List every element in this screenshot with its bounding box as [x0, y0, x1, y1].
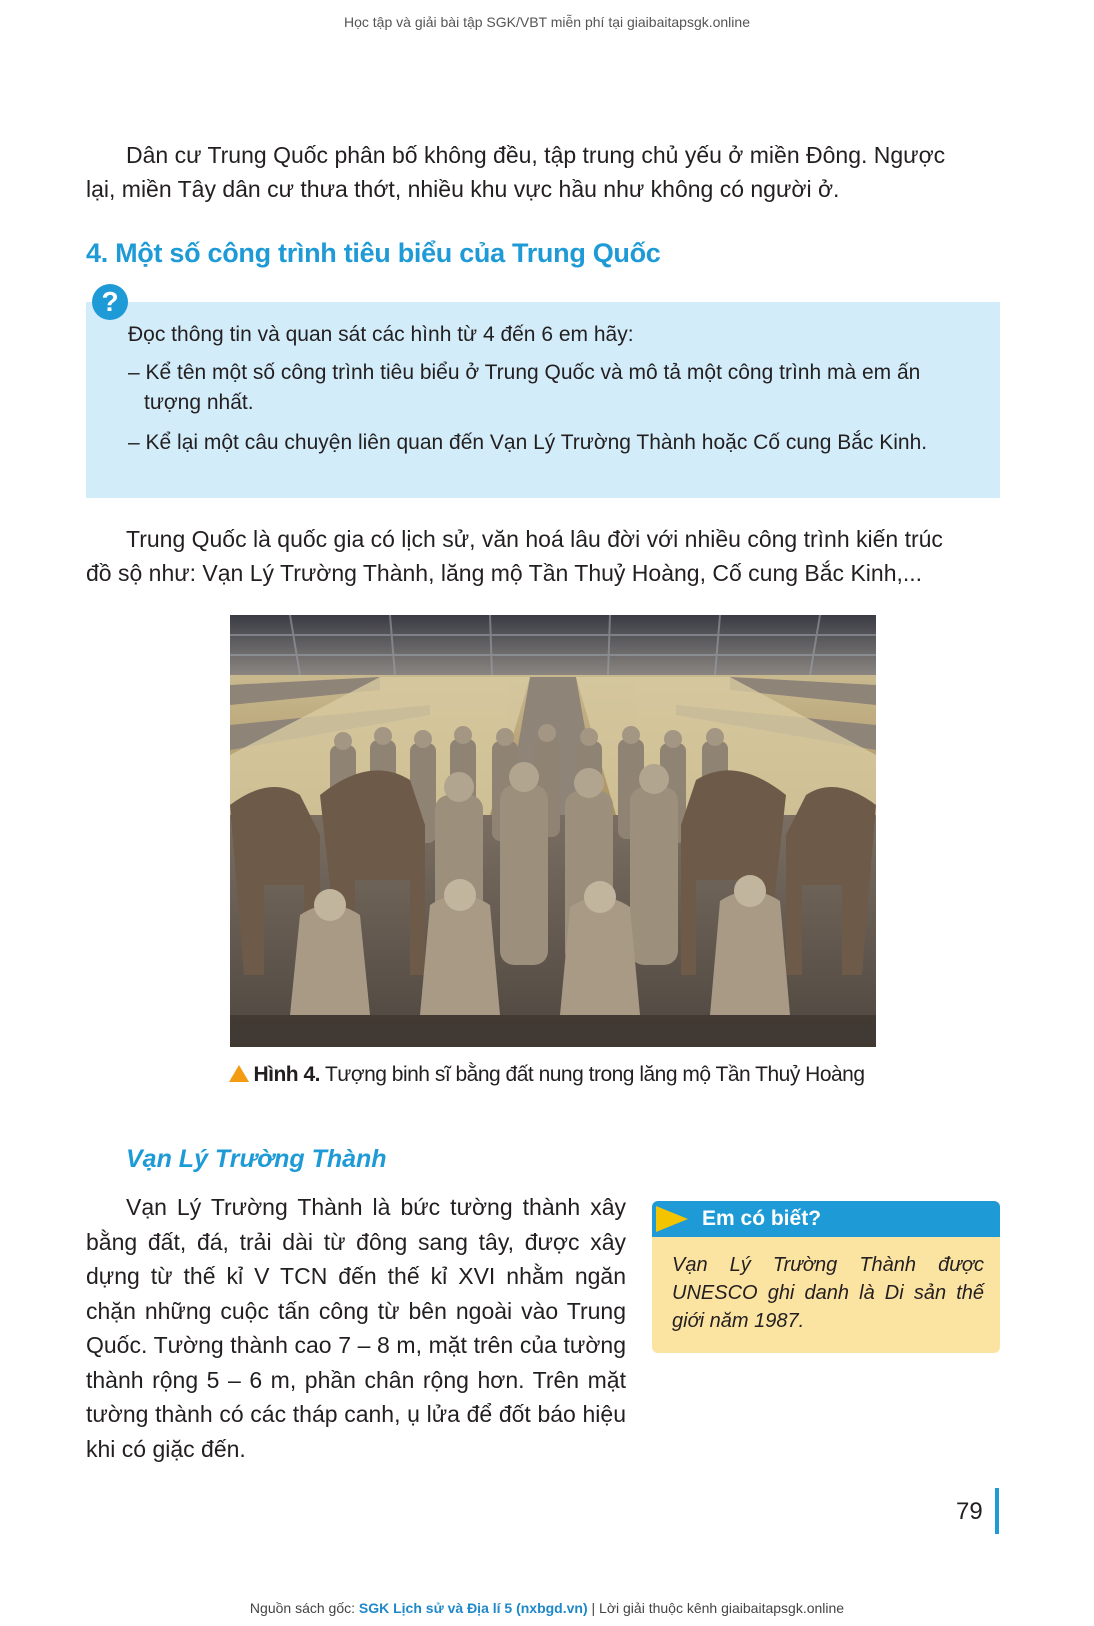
terracotta-army-illustration [230, 615, 876, 1047]
question-item-1: – Kể tên một số công trình tiêu biểu ở Trung Quốc và mô tả một công trình mà em ấn [128, 361, 921, 384]
great-wall-body: Vạn Lý Trường Thành là bức tường thành xây bằng đất, đá, trải dài từ đông sang tây, được xây dựng từ thế kỉ V TCN đến thế kỉ XVI nhằm ngăn chặn những cuộc tấn công từ bên ngoài vào Trung Quốc. Tường thành cao 7 – 8 m, mặt trên của tường thành rộng 5 – 6 m, phần chân rộng hơn. Trên mặt tường thành có các tháp canh, ụ lửa để đốt báo hiệu khi có giặc đến. [86, 1194, 626, 1462]
figure-caption [0, 1063, 1094, 1087]
history-paragraph [86, 522, 943, 590]
history-line-2: đồ sộ như: Vạn Lý Trường Thành, lăng mộ Tần Thuỷ Hoàng, Cố cung Bắc Kinh,... [86, 560, 923, 586]
question-item-1-cont: tượng nhất. [144, 391, 254, 414]
caption-triangle-icon [229, 1065, 249, 1082]
did-you-know-header [652, 1201, 1000, 1237]
question-box [86, 302, 1000, 498]
question-icon: ? [92, 284, 128, 320]
site-header: Học tập và giải bài tập SGK/VBT miễn phí tại giaibaitapsgk.online [344, 14, 750, 30]
footer-source-link[interactable]: SGK Lịch sử và Địa lí 5 (nxbgd.vn) [358, 1600, 588, 1616]
terracotta-army-photo [230, 615, 876, 1047]
intro-paragraph [86, 138, 945, 206]
did-you-know-text: Vạn Lý Trường Thành được UNESCO ghi danh là Di sản thế giới năm 1987. [672, 1254, 984, 1332]
page-number-bar [995, 1488, 999, 1534]
footer-suffix: | Lời giải thuộc kênh giaibaitapsgk.online [591, 1600, 845, 1616]
great-wall-paragraph [86, 1190, 626, 1466]
site-footer [0, 1600, 1094, 1616]
did-you-know-box [652, 1201, 1000, 1353]
footer-prefix: Nguồn sách gốc: [249, 1600, 355, 1616]
question-lead: Đọc thông tin và quan sát các hình từ 4 đến 6 em hãy: [128, 323, 634, 346]
intro-line-1: Dân cư Trung Quốc phân bố không đều, tập trung chủ yếu ở miền Đông. Ngược [126, 142, 946, 168]
history-line-1: Trung Quốc là quốc gia có lịch sử, văn hoá lâu đời với nhiều công trình kiến trúc [126, 526, 943, 552]
intro-line-2: lại, miền Tây dân cư thưa thớt, nhiều khu vực hầu như không có người ở. [86, 176, 840, 202]
question-item-2: – Kể lại một câu chuyện liên quan đến Vạn Lý Trường Thành hoặc Cố cung Bắc Kinh. [128, 431, 928, 454]
section-title: 4. Một số công trình tiêu biểu của Trung Quốc [86, 238, 661, 268]
arrow-right-icon [656, 1206, 688, 1232]
figure-caption-text: Tượng binh sĩ bằng đất nung trong lăng mộ Tần Thuỷ Hoàng [324, 1063, 865, 1086]
figure-label: Hình 4. [253, 1063, 320, 1086]
page-number: 79 [956, 1498, 983, 1525]
great-wall-title: Vạn Lý Trường Thành [126, 1145, 387, 1173]
did-you-know-title: Em có biết? [702, 1207, 822, 1230]
